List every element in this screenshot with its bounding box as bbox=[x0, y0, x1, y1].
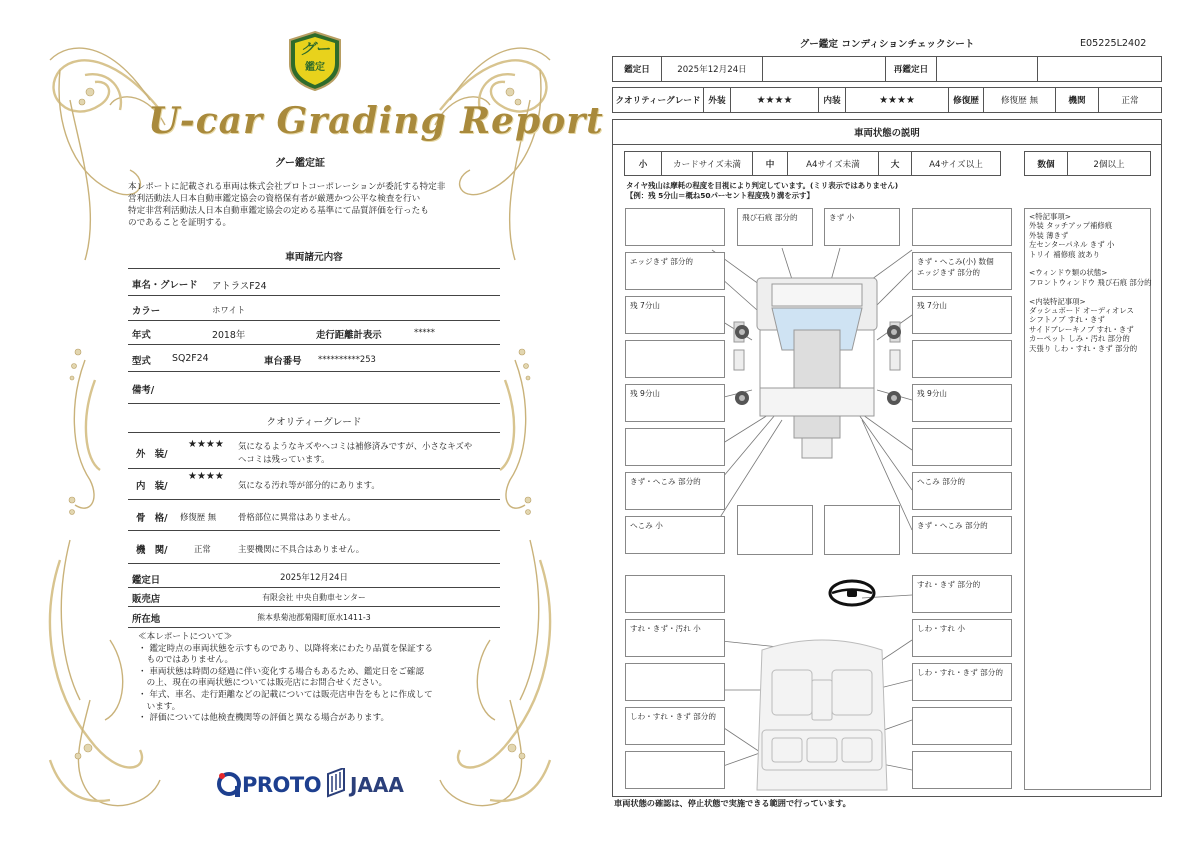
ext-box-right-4 bbox=[912, 340, 1012, 378]
special-note-line: <ウィンドウ類の状態> bbox=[1029, 268, 1108, 278]
quality-label-cell: クオリティーグレード bbox=[612, 87, 704, 113]
repair-value-cell: 修復歴 無 bbox=[983, 87, 1056, 113]
ext-box-left-3: 残 7分山 bbox=[625, 296, 725, 334]
spec-heading-wrap bbox=[128, 249, 500, 263]
special-note-line: 外装 薄きず bbox=[1029, 230, 1069, 240]
special-note-spacer bbox=[1029, 259, 1146, 268]
address-value: 熊本県菊池郡菊陽町原水1411-3 bbox=[257, 613, 371, 622]
appraisal-label: 鑑定日 bbox=[132, 575, 161, 586]
quality-top-rule bbox=[128, 432, 500, 433]
int-box-left-5 bbox=[625, 751, 725, 789]
exterior-stars: ★★★★ bbox=[188, 439, 224, 450]
address-label: 所在地 bbox=[132, 614, 161, 625]
ext-right-2-line-1: きず・へこみ(小) 数個 bbox=[917, 257, 994, 266]
quality-row-interior bbox=[128, 469, 500, 500]
appraisal-value: 2025年12月24日 bbox=[280, 572, 348, 582]
special-notes-panel bbox=[1024, 208, 1151, 790]
jaaa-logo-icon bbox=[326, 768, 348, 802]
reappraisal-value-cell bbox=[936, 56, 1038, 82]
legend-small-desc: カードサイズ未満 bbox=[661, 151, 753, 176]
ext-box-left-7: きず・へこみ 部分的 bbox=[625, 472, 725, 510]
exterior-label-cell: 外装 bbox=[703, 87, 731, 113]
special-note-line: ダッシュボード オーディオレス bbox=[1029, 306, 1134, 316]
certificate-text bbox=[128, 181, 508, 229]
spec-row-name bbox=[128, 270, 500, 296]
quality-heading: クオリティーグレード bbox=[266, 417, 362, 428]
quality-row-frame bbox=[128, 500, 500, 531]
special-note-line: 天張り しわ・すれ・きず 部分的 bbox=[1029, 343, 1138, 353]
section-title: 車両状態の説明 bbox=[612, 119, 1162, 145]
ext-box-left-2: エッジきず 部分的 bbox=[625, 252, 725, 290]
notes-title: ≪本レポートについて≫ bbox=[138, 632, 233, 642]
ext-box-left-5: 残 9分山 bbox=[625, 384, 725, 422]
ext-box-right-6 bbox=[912, 428, 1012, 466]
interior-label: 内 装/ bbox=[136, 481, 168, 492]
engine-value: 正常 bbox=[194, 544, 211, 554]
note-line: ・ 車両状態は時間の経過に伴い変化する場合もあるため、鑑定日をご確認 bbox=[138, 666, 424, 677]
year-label: 年式 bbox=[132, 330, 151, 341]
info-row-appraisal bbox=[128, 567, 500, 588]
spec-top-rule bbox=[128, 268, 500, 269]
tire-note-1: タイヤ残山は摩耗の程度を目視により判定しています。(ミリ表示ではありません) bbox=[626, 181, 899, 190]
engine-value-cell: 正常 bbox=[1098, 87, 1162, 113]
year-value: 2018年 bbox=[212, 330, 246, 341]
special-note-line: シフトノブ すれ・きず bbox=[1029, 315, 1105, 325]
report-notes bbox=[138, 632, 498, 725]
special-note-line: カーペット しみ・汚れ 部分的 bbox=[1029, 334, 1130, 344]
interior-comment: 気になる汚れ等が部分的にあります。 bbox=[238, 480, 380, 490]
int-box-right-4 bbox=[912, 707, 1012, 745]
proto-logo-text: PROTO bbox=[242, 773, 322, 797]
spec-heading: 車両諸元内容 bbox=[285, 252, 343, 263]
badge-top-text: グー bbox=[299, 40, 330, 58]
exterior-stars-cell: ★★★★ bbox=[730, 87, 819, 113]
mileage-label: 走行距離計表示 bbox=[316, 330, 382, 341]
special-note-line: 左センターパネル きず 小 bbox=[1029, 240, 1115, 250]
chassis-label: 車台番号 bbox=[264, 356, 302, 367]
ext-box-top-3: きず 小 bbox=[824, 208, 900, 246]
sheet-footer: 車両状態の確認は、停止状態で実施できる範囲で行っています。 bbox=[614, 798, 851, 808]
special-note-spacer bbox=[1029, 287, 1146, 296]
certificate-title: グー鑑定証 bbox=[275, 158, 325, 169]
ext-right-2-line-2: エッジきず 部分的 bbox=[917, 268, 981, 277]
special-note-line: 外装 タッチアップ補修痕 bbox=[1029, 221, 1113, 231]
steering-wheel-icon bbox=[828, 578, 876, 608]
special-note-line: フロントウィンドウ 飛び石痕 部分的 bbox=[1029, 277, 1152, 287]
special-note-line: トリイ 補修痕 波あり bbox=[1029, 249, 1100, 259]
ext-box-left-8: へこみ 小 bbox=[625, 516, 725, 554]
frame-comment: 骨格部位に異常はありません。 bbox=[238, 512, 356, 522]
color-label: カラー bbox=[132, 306, 161, 317]
quality-heading-wrap bbox=[128, 414, 500, 428]
legend-large: 大 bbox=[878, 151, 912, 176]
ext-box-right-7: へこみ 部分的 bbox=[912, 472, 1012, 510]
int-box-left-1 bbox=[625, 575, 725, 613]
ext-box-right-8: きず・へこみ 部分的 bbox=[912, 516, 1012, 554]
date-value-cell: 2025年12月24日 bbox=[661, 56, 763, 82]
legend-small: 小 bbox=[624, 151, 662, 176]
note-line: ものではありません。 bbox=[138, 655, 234, 666]
engine-label-cell: 機関 bbox=[1055, 87, 1099, 113]
date-blank-cell bbox=[762, 56, 886, 82]
ext-box-bottom-3 bbox=[824, 505, 900, 555]
note-line: ・ 評価については他検査機関等の評価と異なる場合があります。 bbox=[138, 713, 390, 724]
exterior-comment-2: ヘコミは残っています。 bbox=[238, 454, 330, 464]
legend-count: 数個 bbox=[1024, 151, 1068, 176]
model-value: SQ2F24 bbox=[172, 353, 209, 364]
spec-row-remarks bbox=[128, 372, 500, 404]
spec-row-color bbox=[128, 296, 500, 321]
interior-label-cell: 内装 bbox=[818, 87, 846, 113]
spec-row-model bbox=[128, 345, 500, 372]
badge-bottom-text: 鑑定 bbox=[305, 62, 325, 73]
chassis-value: **********253 bbox=[318, 354, 376, 364]
reappraisal-label-cell: 再鑑定日 bbox=[885, 56, 937, 82]
ext-box-left-1 bbox=[625, 208, 725, 246]
cert-line: 特定非営利活動法人日本自動車鑑定協会の定める基準にて品質評価を行ったも bbox=[128, 206, 429, 216]
interior-stars-cell: ★★★★ bbox=[845, 87, 949, 113]
name-value: アトラスF24 bbox=[212, 281, 267, 292]
int-box-left-3 bbox=[625, 663, 725, 701]
quality-row-engine bbox=[128, 531, 500, 564]
exterior-comment-1: 気になるようなキズやヘコミは補修済みですが、小さなキズや bbox=[238, 441, 473, 451]
legend-medium-desc: A4サイズ未満 bbox=[787, 151, 879, 176]
note-line: ・ 鑑定時点の車両状態を示すものであり、以降将来にわたり品質を保証する bbox=[138, 643, 433, 654]
special-note-line: <内装特記事項> bbox=[1029, 296, 1086, 306]
repair-label-cell: 修復歴 bbox=[948, 87, 984, 113]
note-line: ・ 年式、車名、走行距離などの記載については販売店申告をもとに作成して bbox=[138, 689, 433, 700]
report-script-title: U-car Grading Report bbox=[148, 100, 604, 142]
cert-line: のであることを証明する。 bbox=[128, 218, 232, 228]
ext-box-right-3: 残 7分山 bbox=[912, 296, 1012, 334]
ext-box-right-2 bbox=[912, 252, 1012, 290]
reappraisal-blank-cell bbox=[1037, 56, 1162, 82]
model-label: 型式 bbox=[132, 356, 151, 367]
frame-value: 修復歴 無 bbox=[180, 512, 217, 522]
spec-row-year bbox=[128, 321, 500, 345]
date-label-cell: 鑑定日 bbox=[612, 56, 662, 82]
cert-line: 本レポートに記載される車両は株式会社プロトコーポレーションが委託する特定非 bbox=[128, 182, 446, 192]
ext-box-bottom-2 bbox=[737, 505, 813, 555]
jaaa-logo-text: JAAA bbox=[350, 773, 404, 797]
ext-box-left-4 bbox=[625, 340, 725, 378]
int-box-right-2: しわ・すれ 小 bbox=[912, 619, 1012, 657]
info-row-shop bbox=[128, 588, 500, 607]
int-box-right-1: すれ・きず 部分的 bbox=[912, 575, 1012, 613]
exterior-label: 外 装/ bbox=[136, 449, 168, 460]
legend-count-desc: 2個以上 bbox=[1067, 151, 1151, 176]
legend-medium: 中 bbox=[752, 151, 788, 176]
int-box-right-5 bbox=[912, 751, 1012, 789]
engine-label: 機 関/ bbox=[136, 545, 168, 556]
note-line: の上、現在の車両状態については販売店にお問合せください。 bbox=[138, 678, 388, 689]
quality-row-exterior bbox=[128, 434, 500, 469]
document-id: E05225L2402 bbox=[1080, 38, 1147, 49]
ext-box-right-5: 残 9分山 bbox=[912, 384, 1012, 422]
legend-large-desc: A4サイズ以上 bbox=[911, 151, 1001, 176]
ext-box-left-6 bbox=[625, 428, 725, 466]
tire-note-2: 【例：残 5分山＝概ね50パーセント程度残り溝を示す】 bbox=[626, 191, 814, 200]
mileage-value: ***** bbox=[414, 327, 435, 337]
sheet-title: グー鑑定 コンディションチェックシート bbox=[799, 39, 975, 50]
cert-line: 営利活動法人日本自動車鑑定協会の資格保有者が厳選かつ公平な検査を行い bbox=[128, 194, 421, 204]
int-box-left-2: すれ・きず・汚れ 小 bbox=[625, 619, 725, 657]
interior-stars: ★★★★ bbox=[188, 471, 224, 482]
int-box-left-4: しわ・すれ・きず 部分的 bbox=[625, 707, 725, 745]
remarks-label: 備考/ bbox=[132, 385, 155, 396]
int-box-right-3: しわ・すれ・きず 部分的 bbox=[912, 663, 1012, 701]
engine-comment: 主要機関に不具合はありません。 bbox=[238, 544, 365, 554]
frame-label: 骨 格/ bbox=[136, 513, 168, 524]
note-line: います。 bbox=[138, 701, 181, 712]
shop-value: 有限会社 中央自動車センター bbox=[262, 593, 366, 602]
ext-box-right-1 bbox=[912, 208, 1012, 246]
info-row-address bbox=[128, 607, 500, 628]
ext-box-top-2: 飛び石痕 部分的 bbox=[737, 208, 813, 246]
special-note-line: サイドブレーキノブ すれ・きず bbox=[1029, 324, 1134, 334]
special-note-line: <特記事項> bbox=[1029, 212, 1071, 221]
shop-label: 販売店 bbox=[132, 594, 161, 605]
color-value: ホワイト bbox=[212, 305, 246, 315]
name-label: 車名・グレード bbox=[132, 280, 198, 291]
